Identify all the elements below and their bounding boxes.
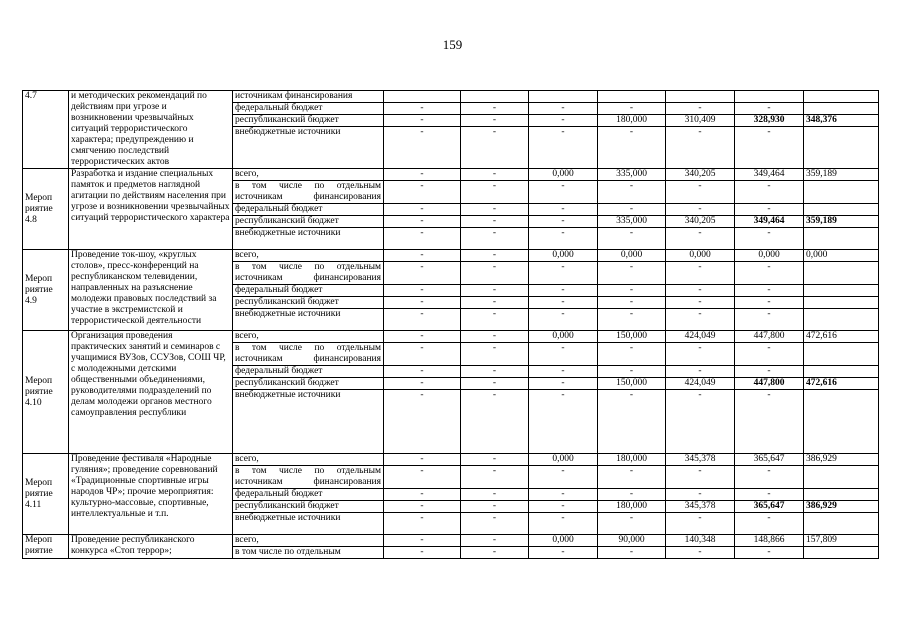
amount-cell: - xyxy=(666,103,735,115)
amount-cell: - xyxy=(461,127,529,169)
amount-cell xyxy=(804,513,879,535)
amount-cell: - xyxy=(384,115,461,127)
amount-cell: - xyxy=(461,535,529,547)
amount-cell: - xyxy=(384,262,461,285)
amount-cell: - xyxy=(666,127,735,169)
measure-description: Разработка и издание специальных памяток и предметов наглядной агитации по действиям населения при угрозе и возникновении чрезвычайных ситуаций террористического характера xyxy=(69,169,233,250)
amount-cell: - xyxy=(598,343,666,366)
amount-cell xyxy=(804,285,879,297)
amount-cell: 157,809 xyxy=(804,535,879,547)
amount-cell: - xyxy=(461,466,529,489)
amount-cell: - xyxy=(735,127,804,169)
funding-source: источникам финансирования xyxy=(233,91,384,103)
amount-cell: - xyxy=(384,250,461,262)
funding-source: внебюджетные источники xyxy=(233,309,384,331)
amount-cell: - xyxy=(666,228,735,250)
amount-cell: - xyxy=(735,228,804,250)
funding-source: в том числе по отдельным источникам финансирования xyxy=(233,181,384,204)
funding-source: республиканский бюджет xyxy=(233,115,384,127)
amount-cell: - xyxy=(666,343,735,366)
amount-cell: - xyxy=(598,547,666,559)
amount-cell xyxy=(804,103,879,115)
amount-cell: 180,000 xyxy=(598,501,666,513)
measure-code: Мероп риятие 4.11 xyxy=(23,454,69,535)
funding-source: в том числе по отдельным источникам финансирования xyxy=(233,343,384,366)
measure-code: Мероп риятие xyxy=(23,535,69,559)
amount-cell: - xyxy=(598,228,666,250)
funding-source: федеральный бюджет xyxy=(233,489,384,501)
amount-cell: - xyxy=(735,390,804,454)
table-row xyxy=(23,331,879,343)
amount-cell: 349,464 xyxy=(735,169,804,181)
amount-cell: - xyxy=(384,169,461,181)
funding-source: в том числе по отдельным xyxy=(233,547,384,559)
amount-cell: 148,866 xyxy=(735,535,804,547)
amount-cell: - xyxy=(666,181,735,204)
amount-cell xyxy=(804,91,879,103)
amount-cell: - xyxy=(461,181,529,204)
amount-cell: - xyxy=(529,103,598,115)
amount-cell: - xyxy=(529,366,598,378)
amount-cell: 447,800 xyxy=(735,331,804,343)
amount-cell: - xyxy=(461,378,529,390)
funding-source: в том числе по отдельным источникам финансирования xyxy=(233,466,384,489)
measure-code: Мероп риятие 4.9 xyxy=(23,250,69,331)
amount-cell xyxy=(461,91,529,103)
amount-cell: 447,800 xyxy=(735,378,804,390)
amount-cell: - xyxy=(384,513,461,535)
amount-cell: - xyxy=(461,262,529,285)
amount-cell: - xyxy=(384,378,461,390)
table-row xyxy=(23,454,879,466)
measure-code: 4.7 xyxy=(23,91,69,169)
funding-source: внебюджетные источники xyxy=(233,513,384,535)
amount-cell xyxy=(804,127,879,169)
amount-cell: 365,647 xyxy=(735,454,804,466)
amount-cell: - xyxy=(666,285,735,297)
amount-cell: - xyxy=(666,309,735,331)
amount-cell: - xyxy=(735,466,804,489)
amount-cell xyxy=(804,489,879,501)
funding-source: федеральный бюджет xyxy=(233,204,384,216)
amount-cell: - xyxy=(666,204,735,216)
amount-cell: - xyxy=(735,366,804,378)
amount-cell: - xyxy=(384,216,461,228)
amount-cell: - xyxy=(666,513,735,535)
amount-cell: - xyxy=(461,390,529,454)
amount-cell: - xyxy=(461,454,529,466)
amount-cell: - xyxy=(735,343,804,366)
amount-cell: - xyxy=(461,285,529,297)
funding-source: внебюджетные источники xyxy=(233,390,384,454)
amount-cell: - xyxy=(461,513,529,535)
amount-cell: 180,000 xyxy=(598,115,666,127)
amount-cell xyxy=(804,547,879,559)
amount-cell: - xyxy=(735,547,804,559)
amount-cell: - xyxy=(384,489,461,501)
financing-table xyxy=(22,90,879,559)
amount-cell: - xyxy=(735,204,804,216)
amount-cell: - xyxy=(384,454,461,466)
amount-cell: - xyxy=(384,501,461,513)
amount-cell: - xyxy=(384,309,461,331)
amount-cell: - xyxy=(384,228,461,250)
amount-cell: - xyxy=(384,285,461,297)
amount-cell: - xyxy=(529,309,598,331)
amount-cell: - xyxy=(529,513,598,535)
amount-cell: - xyxy=(529,127,598,169)
amount-cell: - xyxy=(384,204,461,216)
amount-cell: - xyxy=(384,466,461,489)
amount-cell: 340,205 xyxy=(666,216,735,228)
amount-cell: - xyxy=(461,547,529,559)
measure-code: Мероп риятие 4.10 xyxy=(23,331,69,454)
amount-cell xyxy=(804,309,879,331)
amount-cell: - xyxy=(461,169,529,181)
amount-cell: - xyxy=(461,489,529,501)
amount-cell: 0,000 xyxy=(804,250,879,262)
amount-cell: 386,929 xyxy=(804,454,879,466)
amount-cell: - xyxy=(598,489,666,501)
amount-cell: - xyxy=(461,331,529,343)
amount-cell: - xyxy=(598,181,666,204)
amount-cell: 310,409 xyxy=(666,115,735,127)
amount-cell: - xyxy=(598,262,666,285)
amount-cell: 335,000 xyxy=(598,216,666,228)
amount-cell: - xyxy=(461,115,529,127)
funding-source: республиканский бюджет xyxy=(233,501,384,513)
table-row xyxy=(23,250,879,262)
amount-cell: - xyxy=(461,250,529,262)
funding-source: всего, xyxy=(233,535,384,547)
amount-cell: 0,000 xyxy=(529,331,598,343)
amount-cell: 150,000 xyxy=(598,378,666,390)
amount-cell: - xyxy=(384,181,461,204)
amount-cell: 359,189 xyxy=(804,169,879,181)
funding-source: внебюджетные источники xyxy=(233,228,384,250)
amount-cell: - xyxy=(384,127,461,169)
amount-cell: - xyxy=(735,309,804,331)
amount-cell: - xyxy=(666,297,735,309)
amount-cell: - xyxy=(598,103,666,115)
funding-source: всего, xyxy=(233,454,384,466)
measure-description: Организация проведения практических занятий и семинаров с учащимися ВУЗов, ССУЗов, СОШ ЧР, с молодежными детскими общественными объединениями, руководителями подразделений по делам молодежи органов местного самоуправления республики xyxy=(69,331,233,454)
amount-cell: - xyxy=(384,547,461,559)
amount-cell: - xyxy=(461,204,529,216)
amount-cell xyxy=(804,466,879,489)
funding-source: в том числе по отдельным источникам финансирования xyxy=(233,262,384,285)
amount-cell: - xyxy=(735,181,804,204)
amount-cell: - xyxy=(384,297,461,309)
amount-cell: - xyxy=(384,535,461,547)
amount-cell: - xyxy=(598,127,666,169)
amount-cell xyxy=(804,262,879,285)
funding-source: федеральный бюджет xyxy=(233,285,384,297)
amount-cell: - xyxy=(529,547,598,559)
funding-source: республиканский бюджет xyxy=(233,216,384,228)
measure-description: Проведение фестиваля «Народные гуляния»; проведение соревнований «Традиционные спортивные игры народов ЧР»; прочие мероприятия: культурно-массовые, спортивные, интеллектуальные и т.п. xyxy=(69,454,233,535)
amount-cell: - xyxy=(461,501,529,513)
amount-cell: 150,000 xyxy=(598,331,666,343)
amount-cell: 90,000 xyxy=(598,535,666,547)
page-number: 159 xyxy=(442,37,463,52)
amount-cell: 386,929 xyxy=(804,501,879,513)
amount-cell: - xyxy=(529,262,598,285)
amount-cell: - xyxy=(735,262,804,285)
measure-description: Проведение ток-шоу, «круглых столов», пресс-конференций на республиканском телевидении, направленных на разъяснение молодежи правовых последствий за участие в экстремистской и террористической деятельности xyxy=(69,250,233,331)
measure-code: Мероп риятие 4.8 xyxy=(23,169,69,250)
funding-source: всего, xyxy=(233,331,384,343)
amount-cell: 0,000 xyxy=(529,250,598,262)
amount-cell: - xyxy=(461,366,529,378)
amount-cell: 340,205 xyxy=(666,169,735,181)
amount-cell xyxy=(804,297,879,309)
amount-cell: - xyxy=(529,390,598,454)
amount-cell: 328,930 xyxy=(735,115,804,127)
amount-cell: - xyxy=(598,466,666,489)
amount-cell: - xyxy=(461,297,529,309)
amount-cell: 0,000 xyxy=(529,454,598,466)
amount-cell: - xyxy=(384,103,461,115)
amount-cell: - xyxy=(598,390,666,454)
amount-cell: - xyxy=(461,228,529,250)
amount-cell: 345,378 xyxy=(666,501,735,513)
amount-cell: 472,616 xyxy=(804,331,879,343)
amount-cell: 0,000 xyxy=(666,250,735,262)
amount-cell xyxy=(804,366,879,378)
amount-cell: - xyxy=(529,115,598,127)
funding-source: федеральный бюджет xyxy=(233,103,384,115)
amount-cell: 349,464 xyxy=(735,216,804,228)
amount-cell: 345,378 xyxy=(666,454,735,466)
amount-cell: - xyxy=(384,331,461,343)
amount-cell: - xyxy=(598,204,666,216)
amount-cell xyxy=(529,91,598,103)
amount-cell: - xyxy=(735,489,804,501)
amount-cell: - xyxy=(666,366,735,378)
amount-cell: - xyxy=(461,343,529,366)
amount-cell: - xyxy=(666,489,735,501)
amount-cell xyxy=(666,91,735,103)
amount-cell xyxy=(804,343,879,366)
amount-cell: - xyxy=(735,285,804,297)
amount-cell: - xyxy=(735,297,804,309)
amount-cell: - xyxy=(384,390,461,454)
amount-cell xyxy=(804,181,879,204)
amount-cell: - xyxy=(666,262,735,285)
amount-cell: - xyxy=(529,489,598,501)
amount-cell: - xyxy=(461,103,529,115)
amount-cell: - xyxy=(666,466,735,489)
amount-cell: 424,049 xyxy=(666,331,735,343)
funding-source: федеральный бюджет xyxy=(233,366,384,378)
amount-cell: 180,000 xyxy=(598,454,666,466)
amount-cell xyxy=(804,204,879,216)
funding-source: республиканский бюджет xyxy=(233,297,384,309)
amount-cell: - xyxy=(666,547,735,559)
amount-cell: 0,000 xyxy=(598,250,666,262)
funding-source: внебюджетные источники xyxy=(233,127,384,169)
amount-cell: - xyxy=(735,513,804,535)
amount-cell: - xyxy=(598,513,666,535)
amount-cell: - xyxy=(529,228,598,250)
amount-cell xyxy=(804,228,879,250)
amount-cell: - xyxy=(598,297,666,309)
amount-cell: 0,000 xyxy=(529,535,598,547)
amount-cell xyxy=(598,91,666,103)
amount-cell: 472,616 xyxy=(804,378,879,390)
amount-cell: 0,000 xyxy=(735,250,804,262)
amount-cell: 0,000 xyxy=(529,169,598,181)
amount-cell: - xyxy=(529,204,598,216)
amount-cell: - xyxy=(598,366,666,378)
table-row xyxy=(23,91,879,103)
amount-cell: - xyxy=(598,309,666,331)
amount-cell: - xyxy=(598,285,666,297)
amount-cell: - xyxy=(384,366,461,378)
amount-cell xyxy=(804,390,879,454)
amount-cell xyxy=(384,91,461,103)
funding-source: всего, xyxy=(233,250,384,262)
amount-cell: 335,000 xyxy=(598,169,666,181)
amount-cell: - xyxy=(384,343,461,366)
amount-cell: - xyxy=(529,216,598,228)
amount-cell: 424,049 xyxy=(666,378,735,390)
measure-description: и методических рекомендаций по действиям при угрозе и возникновении чрезвычайных ситуаций террористического характера; предупреждению и смягчению последствий террористических актов xyxy=(69,91,233,169)
funding-source: всего, xyxy=(233,169,384,181)
table-row xyxy=(23,535,879,547)
amount-cell xyxy=(735,91,804,103)
amount-cell: - xyxy=(529,378,598,390)
amount-cell: 359,189 xyxy=(804,216,879,228)
amount-cell: - xyxy=(529,466,598,489)
amount-cell: 140,348 xyxy=(666,535,735,547)
amount-cell: - xyxy=(529,297,598,309)
table-row xyxy=(23,169,879,181)
amount-cell: - xyxy=(529,285,598,297)
funding-source: республиканский бюджет xyxy=(233,378,384,390)
amount-cell: 365,647 xyxy=(735,501,804,513)
amount-cell: - xyxy=(666,390,735,454)
amount-cell: - xyxy=(529,181,598,204)
measure-description: Проведение республиканского конкурса «Стоп террор»; xyxy=(69,535,233,559)
amount-cell: - xyxy=(461,216,529,228)
amount-cell: - xyxy=(461,309,529,331)
amount-cell: 348,376 xyxy=(804,115,879,127)
amount-cell: - xyxy=(529,501,598,513)
amount-cell: - xyxy=(735,103,804,115)
amount-cell: - xyxy=(529,343,598,366)
